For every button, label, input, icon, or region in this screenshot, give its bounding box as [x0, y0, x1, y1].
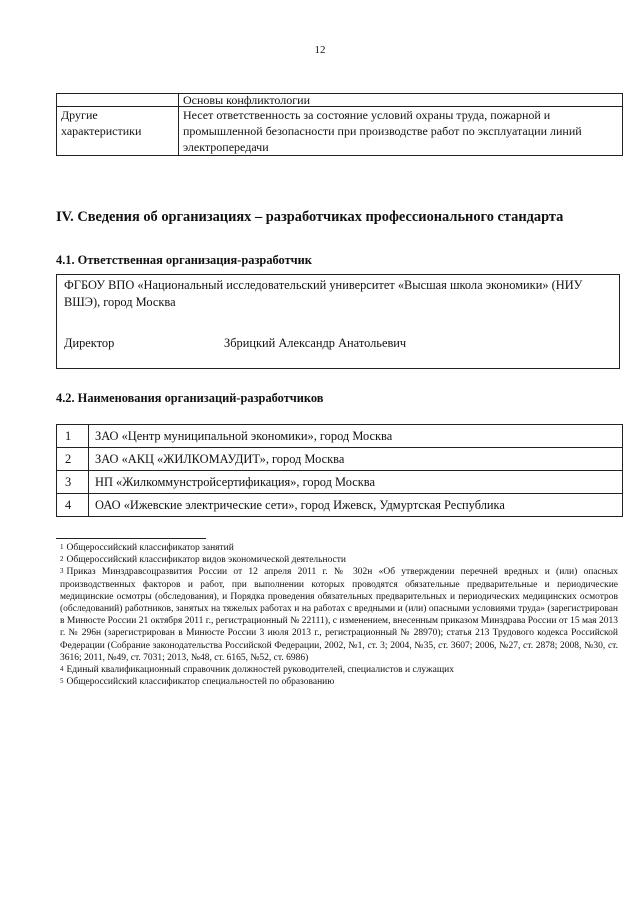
director-role: Директор: [64, 336, 115, 350]
table-cell-value: Несет ответственность за состояние условий охраны труда, пожарной и промышленной безопасности при производстве работ по эксплуатации линий электропередачи: [179, 107, 623, 156]
footnote-mark: 4: [60, 665, 64, 674]
footnote: [60, 554, 618, 566]
footnote-mark: 3: [60, 567, 64, 576]
developer-name: ЗАО «Центр муниципальной экономики», город Москва: [89, 425, 623, 448]
footnotes: [60, 542, 618, 688]
row-number: 2: [57, 448, 89, 471]
footnote-mark: 5: [60, 677, 64, 686]
footnote-text: Общероссийский классификатор занятий: [66, 543, 234, 553]
footnote-text: Приказ Минздравсоцразвития России от 12 апреля 2011 г. № 302н «Об утверждении перечней вредных и (или) опасных производственных факторов и работ, при выполнении которых проводятся обязательные предварительные и периодические медицинские осмотры (обследования), и Порядка проведения обязательных предварительных и периодических медицинских осмотров (обследований) работников, занятых на тяжелых работах и на работах с вредными и (или) опасными условиями труда» (зарегистрирован в Минюсте России 21 октября 2011 г., регистрационный № 22111), с изменением, внесенным приказом Минздрава России от 15 мая 2013 г. № 296н (зарегистрирован в Минюсте России 3 июля 2013 г., регистрационный № 28970); статья 213 Трудового кодекса Российской Федерации (Собрание законодательства Российской Федерации, 2002, №1, ст. 3; 2004, №35, ст. 3607; 2006, №27, ст. 2878; 2008, №30, ст. 3616; 2011, №49, ст. 7031; 2013, №48, ст. 6165, №52, ст. 6986): [60, 567, 618, 663]
footnote: [60, 676, 618, 688]
footnote: [60, 664, 618, 676]
page-number: 12: [314, 44, 326, 56]
director-name: Збрицкий Александр Анатольевич: [224, 336, 407, 350]
table-row: [57, 448, 623, 471]
developers-table: [56, 424, 623, 517]
row-number: 3: [57, 471, 89, 494]
table-row: [57, 107, 623, 156]
footnote-text: Единый квалификационный справочник должностей руководителей, специалистов и служащих: [66, 665, 454, 676]
footnote: [60, 542, 618, 554]
characteristics-table: [56, 93, 623, 156]
footnote: [60, 566, 618, 664]
table-row: [57, 425, 623, 448]
row-number: 4: [57, 494, 89, 517]
developer-name: ЗАО «АКЦ «ЖИЛКОМАУДИТ», город Москва: [89, 448, 623, 471]
table-cell-empty: [57, 94, 179, 107]
footnote-mark: 1: [60, 543, 64, 551]
table-cell-knowledge: Основы конфликтологии: [179, 94, 623, 107]
table-row: [57, 94, 623, 107]
table-row: [57, 494, 623, 517]
footnote-divider: [56, 538, 206, 539]
section-title: IV. Сведения об организациях – разработчиках профессионального стандарта: [56, 209, 564, 225]
subsection-heading-developers: 4.2. Наименования организаций-разработчиков: [56, 391, 324, 405]
developer-name: ОАО «Ижевские электрические сети», город Ижевск, Удмуртская Республика: [89, 494, 623, 517]
footnote-text: Общероссийский классификатор специальностей по образованию: [66, 677, 335, 688]
developer-name: НП «Жилкоммунстройсертификация», город Москва: [89, 471, 623, 494]
organization-name: ФГБОУ ВПО «Национальный исследовательский университет «Высшая школа экономики» (НИУ ВШЭ), город Москва: [64, 278, 583, 309]
table-cell-label: Другие характеристики: [57, 107, 179, 156]
subsection-heading-responsible: 4.1. Ответственная организация-разработчик: [56, 253, 312, 267]
responsible-organization-box: [56, 274, 620, 369]
footnote-text: Общероссийский классификатор видов экономической деятельности: [66, 555, 347, 566]
table-row: [57, 471, 623, 494]
row-number: 1: [57, 425, 89, 448]
footnote-mark: 2: [60, 555, 64, 564]
